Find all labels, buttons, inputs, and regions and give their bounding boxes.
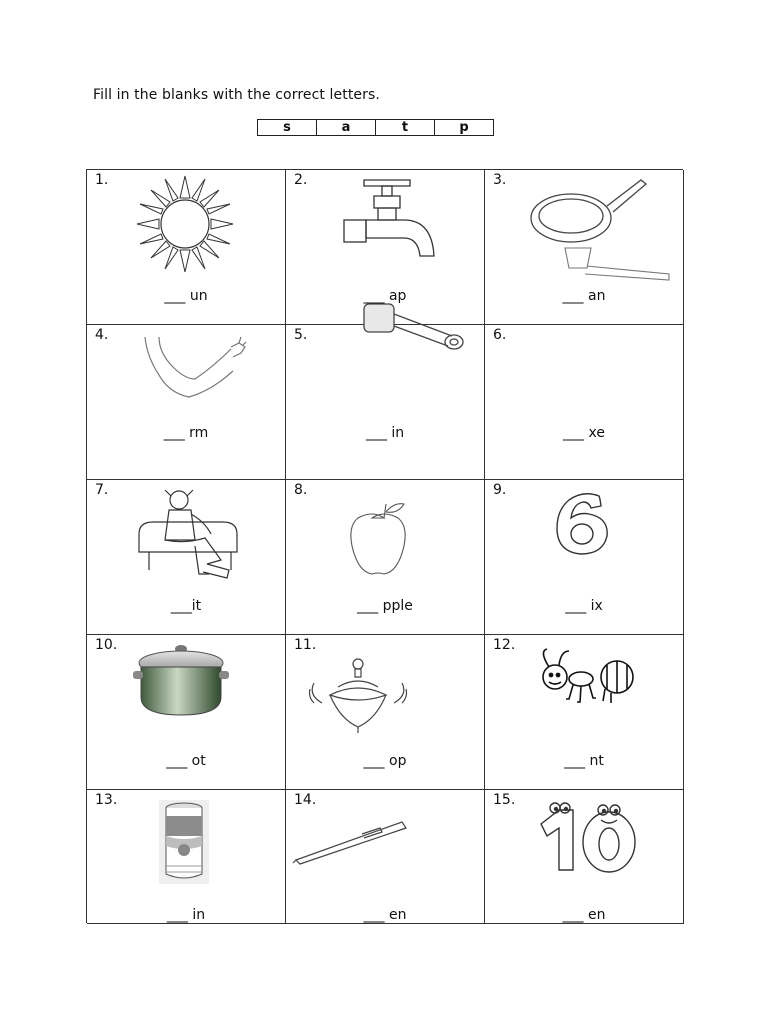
ant-icon (535, 647, 639, 713)
tin-can-icon (159, 800, 209, 884)
spinning-top-icon (308, 657, 408, 737)
item-number: 15. (493, 792, 516, 808)
arm-icon (139, 335, 247, 401)
item-number: 5. (294, 327, 308, 343)
item-number: 12. (493, 637, 516, 653)
sun-icon (133, 174, 237, 272)
exercise-item (87, 790, 286, 924)
item-number: 6. (493, 327, 507, 343)
exercise-item (286, 480, 485, 635)
exercise-item (87, 170, 286, 325)
blank-word: ___ en (363, 907, 407, 923)
exercise-item (485, 635, 684, 790)
exercise-item (286, 790, 485, 924)
tap-icon (342, 174, 442, 262)
blank-word: ___ an (562, 288, 606, 304)
item-number: 8. (294, 482, 308, 498)
exercise-item (87, 635, 286, 790)
axe-icon (561, 244, 675, 286)
item-number: 9. (493, 482, 507, 498)
item-number: 11. (294, 637, 317, 653)
item-number: 4. (95, 327, 109, 343)
instruction-text: Fill in the blanks with the correct letters. (93, 87, 380, 103)
item-number: 13. (95, 792, 118, 808)
item-number: 2. (294, 172, 308, 188)
letter-bank-item: t (376, 120, 435, 135)
blank-word: ___ ix (565, 598, 603, 614)
exercise-item (485, 170, 684, 325)
apple-icon (348, 500, 420, 576)
blank-word: ___ xe (563, 425, 605, 441)
blank-word: ___ un (164, 288, 208, 304)
pot-icon (133, 643, 229, 719)
safety-pin-icon (360, 300, 468, 354)
exercise-item (286, 170, 485, 325)
blank-word: ___ rm (163, 425, 209, 441)
item-number: 7. (95, 482, 109, 498)
exercise-item (87, 325, 286, 480)
exercise-item (87, 480, 286, 635)
blank-word: ___ op (363, 753, 407, 769)
exercise-grid (86, 169, 683, 923)
exercise-item (485, 480, 684, 635)
letter-bank-item: a (317, 120, 376, 135)
sitting-figure-icon (135, 486, 245, 580)
blank-word: ___ en (562, 907, 606, 923)
number-six-icon (555, 490, 611, 556)
blank-word: ___it (170, 598, 202, 614)
blank-word: ___ in (166, 907, 206, 923)
letter-bank-item: p (459, 120, 469, 135)
blank-word: ___ nt (564, 753, 604, 769)
exercise-item (286, 635, 485, 790)
exercise-item (485, 325, 684, 480)
letter-bank-item: s (258, 120, 317, 135)
blank-word: ___ ap (363, 288, 407, 304)
blank-word: ___ ot (166, 753, 206, 769)
blank-word: ___ pple (357, 598, 413, 614)
number-ten-icon (537, 798, 641, 874)
pan-icon (529, 176, 649, 250)
letter-bank (257, 119, 494, 136)
pen-icon (292, 818, 410, 866)
item-number: 10. (95, 637, 118, 653)
item-number: 3. (493, 172, 507, 188)
item-number: 14. (294, 792, 317, 808)
item-number: 1. (95, 172, 109, 188)
exercise-item (485, 790, 684, 924)
blank-word: ___ in (365, 425, 405, 441)
